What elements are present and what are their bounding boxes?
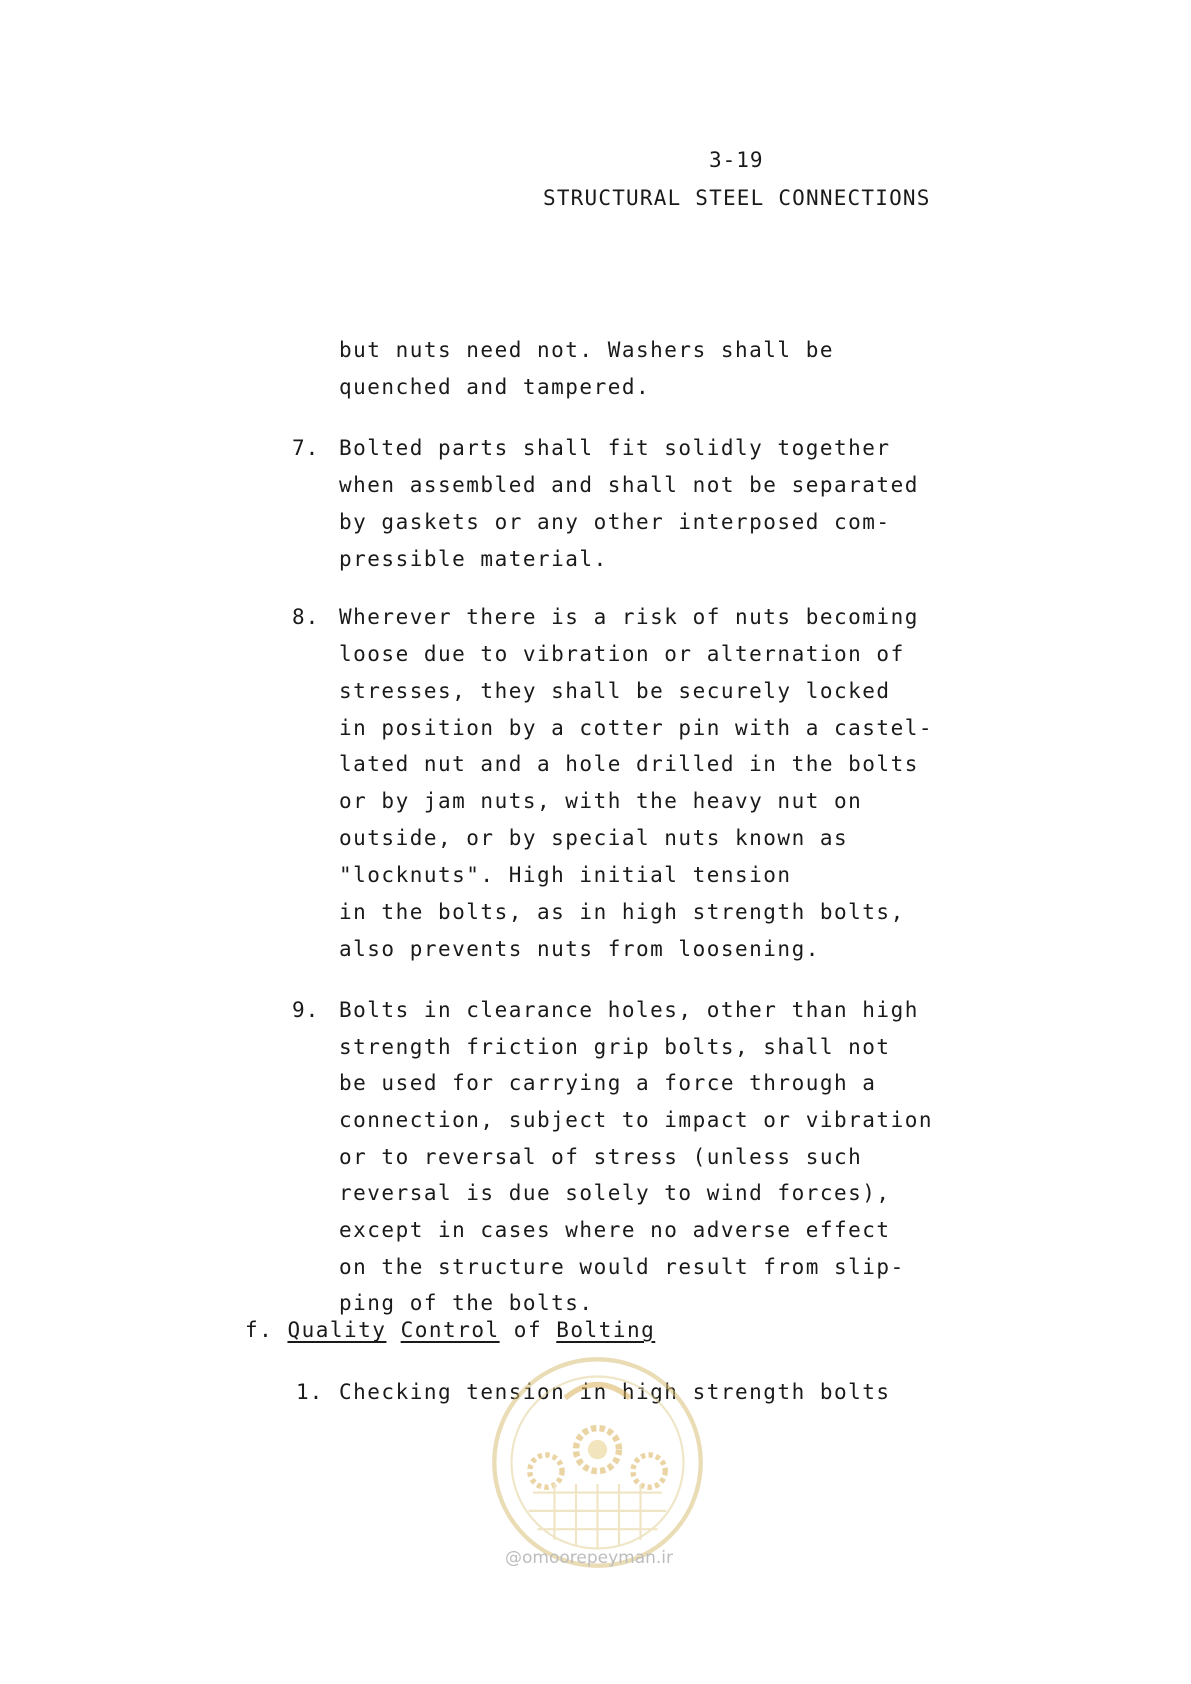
subitem-number: 1. xyxy=(296,1380,324,1404)
item-line: on the structure would result from slip- xyxy=(339,1255,905,1279)
heading-word: Quality xyxy=(287,1318,387,1342)
running-head: STRUCTURAL STEEL CONNECTIONS xyxy=(543,186,931,210)
heading-word: Bolting xyxy=(556,1318,656,1342)
item-line: or to reversal of stress (unless such xyxy=(339,1145,863,1169)
watermark-seal-icon xyxy=(490,1355,705,1570)
section-letter: f. xyxy=(245,1318,274,1342)
continuation-line: quenched and tampered. xyxy=(339,375,651,399)
item-line: ping of the bolts. xyxy=(339,1291,594,1315)
item-line: in the bolts, as in high strength bolts, xyxy=(339,900,905,924)
heading-word: of xyxy=(513,1318,543,1342)
subitem-line: Checking tension in high strength bolts xyxy=(339,1380,891,1404)
item-line: be used for carrying a force through a xyxy=(339,1071,877,1095)
item-line: except in cases where no adverse effect xyxy=(339,1218,891,1242)
page-number: 3-19 xyxy=(709,148,764,172)
item-line: also prevents nuts from loosening. xyxy=(339,937,820,961)
item-line: or by jam nuts, with the heavy nut on xyxy=(339,789,863,813)
item-line: in position by a cotter pin with a castel- xyxy=(339,716,934,740)
item-line: outside, or by special nuts known as xyxy=(339,826,849,850)
item-line: Bolted parts shall fit solidly together xyxy=(339,436,891,460)
item-line: Bolts in clearance holes, other than high xyxy=(339,998,919,1022)
item-line: loose due to vibration or alternation of xyxy=(339,642,905,666)
item-number: 9. xyxy=(292,998,320,1022)
item-line: stresses, they shall be securely locked xyxy=(339,679,891,703)
continuation-line: but nuts need not. Washers shall be xyxy=(339,338,835,362)
item-line: by gaskets or any other interposed com- xyxy=(339,510,891,534)
watermark-text: @omoorepeyman.ir xyxy=(505,1548,674,1568)
item-line: lated nut and a hole drilled in the bolts xyxy=(339,752,919,776)
section-heading xyxy=(245,1320,655,1341)
item-number: 8. xyxy=(292,605,320,629)
item-line: connection, subject to impact or vibration xyxy=(339,1108,934,1132)
item-line: strength friction grip bolts, shall not xyxy=(339,1035,891,1059)
item-line: when assembled and shall not be separated xyxy=(339,473,919,497)
item-line: Wherever there is a risk of nuts becoming xyxy=(339,605,919,629)
heading-word: Control xyxy=(400,1318,500,1342)
item-line: pressible material. xyxy=(339,547,608,571)
item-number: 7. xyxy=(292,436,320,460)
item-line: "locknuts". High initial tension xyxy=(339,863,792,887)
item-line: reversal is due solely to wind forces), xyxy=(339,1181,891,1205)
